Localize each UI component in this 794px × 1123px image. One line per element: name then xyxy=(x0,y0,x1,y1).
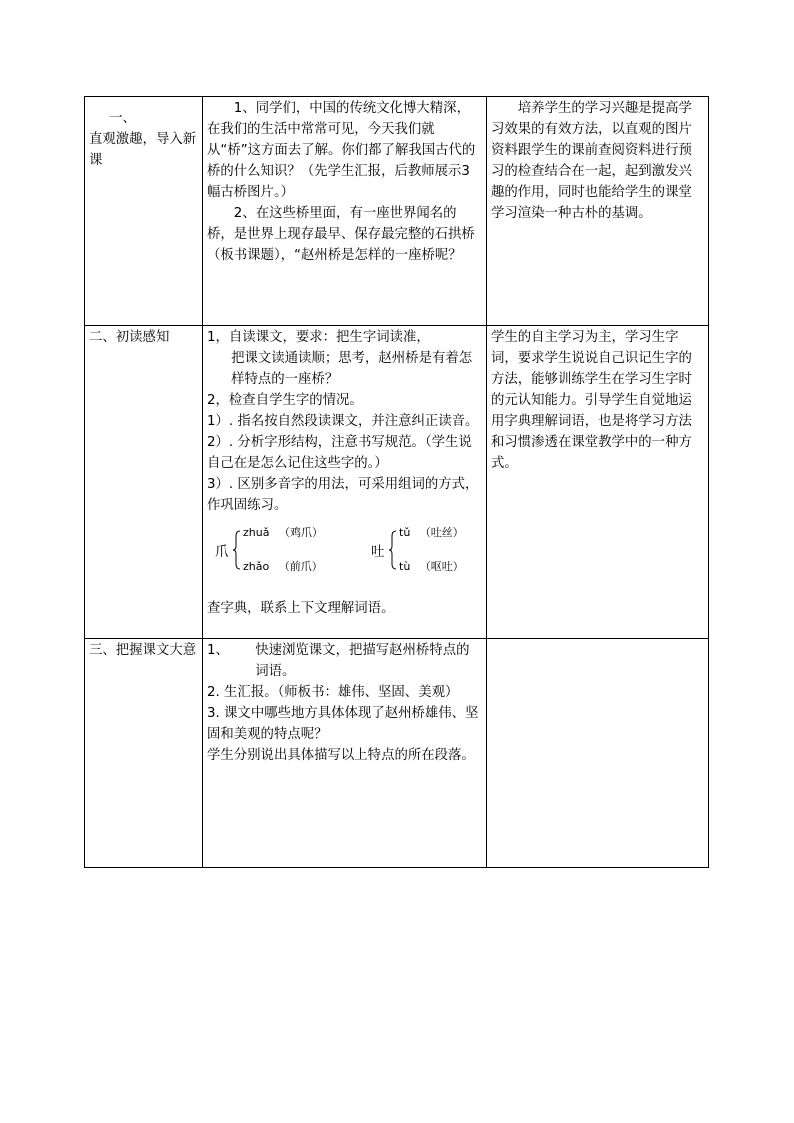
table-row xyxy=(85,639,709,868)
content-substep: 2）. 分析字形结构，注意书写规范。（学生说自己在是怎么记住这些字的。） xyxy=(207,435,472,471)
stage-cell xyxy=(85,326,203,639)
content-cell xyxy=(203,326,487,639)
content-cell xyxy=(203,639,487,868)
purpose-cell xyxy=(487,97,709,326)
content-substep: 1）. 指名按自然段读课文，并注意纠正读音。 xyxy=(207,414,479,429)
content-step: 2. 生汇报。（师板书：雄伟、坚固、美观） xyxy=(207,685,459,700)
pinyin-reading: tǔ （吐丝） xyxy=(399,526,464,539)
lesson-plan-table xyxy=(84,96,709,868)
content-step-cont: 把课文读通读顺；思考，赵州桥是有着怎样特点的一座桥？ xyxy=(231,351,473,387)
purpose-cell xyxy=(487,639,709,868)
step-number: 1、 xyxy=(207,643,229,658)
stage-title: 三、把握课文大意 xyxy=(89,643,197,658)
table-row xyxy=(85,326,709,639)
stage-cell xyxy=(85,639,203,868)
content-step: 2，检查自学生字的情况。 xyxy=(207,393,363,408)
pinyin-reading: zhuǎ （鸡爪） xyxy=(243,526,323,539)
content-step: 查字典，联系上下文理解词语。 xyxy=(207,601,395,616)
content-substep: 3）. 区别多音字的用法，可采用组词的方式，作巩固练习。 xyxy=(207,477,479,513)
table-row xyxy=(85,97,709,326)
stage-number: 一、 xyxy=(109,111,136,126)
brace-icon xyxy=(233,530,241,570)
polyphone-char: 吐 xyxy=(371,545,385,560)
content-step: 学生分别说出具体描写以上特点的所在段落。 xyxy=(207,748,475,763)
pinyin-reading: tù （呕吐） xyxy=(399,560,464,573)
polyphone-char: 爪 xyxy=(215,545,229,560)
polyphone-examples xyxy=(207,524,482,590)
stage-cell xyxy=(85,97,203,326)
brace-icon xyxy=(389,530,397,570)
content-cell xyxy=(203,97,487,326)
content-step: 1，自读课文，要求：把生字词读准， xyxy=(207,330,430,345)
step-text: 快速浏览课文，把描写赵州桥特点的词语。 xyxy=(255,643,470,679)
content-step: 3. 课文中哪些地方具体体现了赵州桥雄伟、坚固和美观的特点呢？ xyxy=(207,706,479,742)
content-paragraph: 1、同学们，中国的传统文化博大精深，在我们的生活中常常可见，今天我们就从“桥”这方面去了解。你们都了解我国古代的桥的什么知识？（先学生汇报，后教师展示3幅古桥图片。） xyxy=(207,101,476,200)
purpose-text: 学生的自主学习为主，学习生字词，要求学生说说自己识记生字的方法，能够训练学生在学习生字时的元认知能力。引导学生自觉地运用字典理解词语，也是将学习方法和习惯渗透在课堂教学中的一种方式。 xyxy=(491,330,692,471)
content-paragraph: 2、在这些桥里面，有一座世界闻名的桥，是世界上现存最早、保存最完整的石拱桥（板书课题），“赵州桥是怎样的一座桥呢？ xyxy=(207,206,475,263)
pinyin-reading: zhǎo （前爪） xyxy=(243,560,323,573)
purpose-cell xyxy=(487,326,709,639)
purpose-text: 培养学生的学习兴趣是提高学习效果的有效方法，以直观的图片资料跟学生的课前查阅资料进行预习的检查结合在一起，起到激发兴趣的作用，同时也能给学生的课堂学习渲染一种古朴的基调。 xyxy=(491,101,692,221)
content-step xyxy=(207,640,482,682)
stage-title: 直观激趣，导入新课 xyxy=(89,132,197,168)
stage-title: 二、初读感知 xyxy=(89,330,170,345)
